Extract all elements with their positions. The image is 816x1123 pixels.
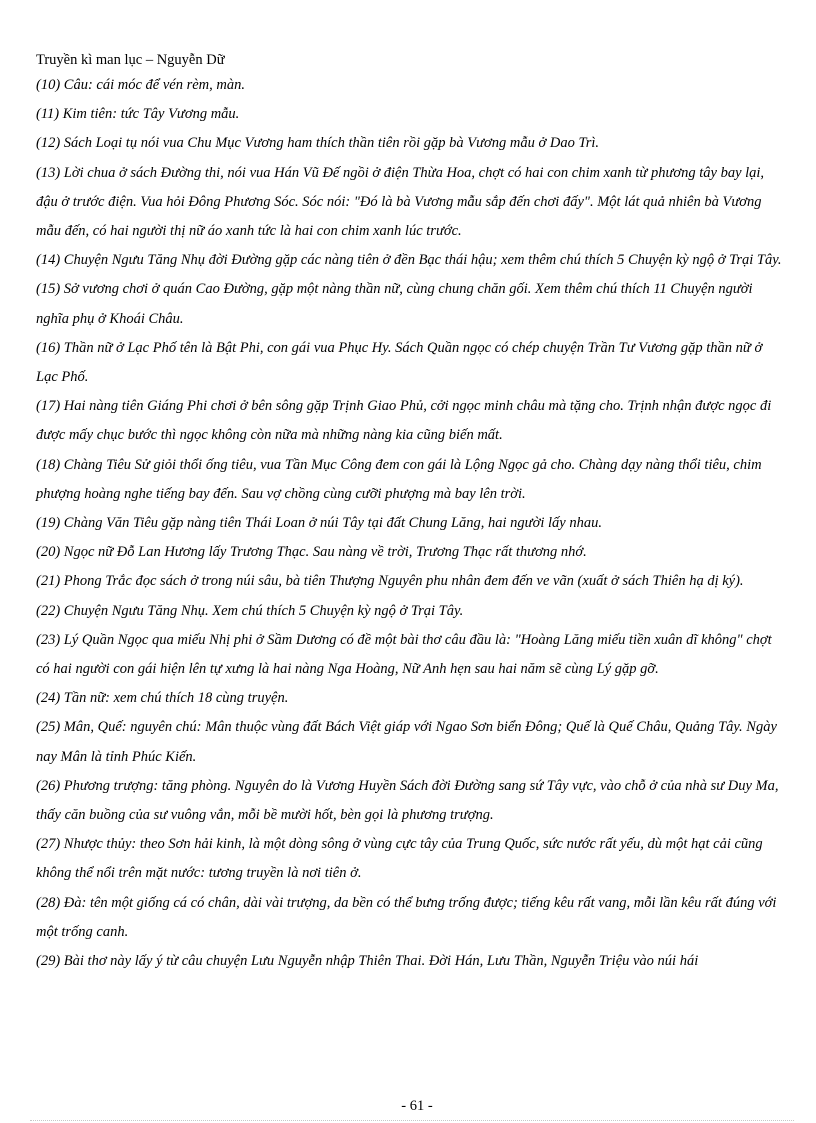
footnote-16: (16) Thần nữ ở Lạc Phố tên là Bật Phi, con gái vua Phục Hy. Sách Quần ngọc có chép chuyện Trần Tư Vương gặp thần nữ ở Lạc Phố. xyxy=(36,339,763,386)
footnote-10: (10) Câu: cái móc để vén rèm, màn. xyxy=(36,77,245,93)
footnote-23: (23) Lý Quần Ngọc qua miếu Nhị phi ở Sầm Dương có đề một bài thơ câu đầu là: "Hoàng Lăng miếu tiền xuân dĩ không" chợt có hai người con gái hiện lên tự xưng là hai nàng Nga Hoàng, Nữ Anh hẹn sau hai năm sẽ cùng Lý gặp gỡ. xyxy=(36,631,772,678)
footnote-14: (14) Chuyện Ngưu Tăng Nhụ đời Đường gặp các nàng tiên ở đền Bạc thái hậu; xem thêm chú thích 5 Chuyện kỳ ngộ ở Trại Tây. xyxy=(36,252,782,269)
footnote-24: (24) Tần nữ: xem chú thích 18 cùng truyện. xyxy=(36,690,289,707)
footnote-29: (29) Bài thơ này lấy ý từ câu chuyện Lưu Nguyễn nhập Thiên Thai. Đời Hán, Lưu Thần, Nguyễn Triệu vào núi hái xyxy=(36,953,699,970)
footnote-18: (18) Chàng Tiêu Sử giỏi thổi ống tiêu, vua Tần Mục Công đem con gái là Lộng Ngọc gả cho. Chàng dạy nàng thổi tiêu, chim phượng hoàng nghe tiếng bay đến. Sau vợ chồng cùng cưỡi phượng mà bay lên trời. xyxy=(36,456,762,502)
running-header: Truyền kì man lục – Nguyễn Dữ xyxy=(36,52,225,68)
footnote-20: (20) Ngọc nữ Đỗ Lan Hương lấy Trương Thạc. Sau nàng về trời, Trương Thạc rất thương nhớ. xyxy=(36,544,587,561)
footnote-25: (25) Mân, Quế: nguyên chú: Mân thuộc vùng đất Bách Việt giáp với Ngao Sơn biển Đông; Quế là Quế Châu, Quảng Tây. Ngày nay Mân là tỉnh Phúc Kiến. xyxy=(36,719,777,765)
footnote-15: (15) Sở vương chơi ở quán Cao Đường, gặp một nàng thần nữ, cùng chung chăn gối. Xem thêm chú thích 11 Chuyện người nghĩa phụ ở Khoái Châu. xyxy=(36,281,753,327)
footnote-27: (27) Nhược thủy: theo Sơn hải kinh, là một dòng sông ở vùng cực tây của Trung Quốc, sức nước rất yếu, dù một hạt cải cũng không thể nổi trên mặt nước: tương truyền là nơi tiên ở. xyxy=(36,836,763,882)
footnote-17: (17) Hai nàng tiên Giáng Phi chơi ở bên sông gặp Trịnh Giao Phủ, cởi ngọc minh châu mà tặng cho. Trịnh nhận được ngọc đi được mấy chục bước thì ngọc không còn nữa mà những nàng kia cũng biến mất. xyxy=(36,398,772,444)
footer-divider xyxy=(30,1120,794,1121)
footnote-26: (26) Phương trượng: tăng phòng. Nguyên do là Vương Huyền Sách đời Đường sang sứ Tây vực, vào chỗ ở của nhà sư Duy Ma, thấy căn buồng của sư vuông vắn, mỗi bề mười hốt, bèn gọi là phương trượng. xyxy=(36,777,779,824)
footnote-22: (22) Chuyện Ngưu Tăng Nhụ. Xem chú thích 5 Chuyện kỳ ngộ ở Trại Tây. xyxy=(36,602,464,619)
footnote-19: (19) Chàng Văn Tiêu gặp nàng tiên Thái Loan ở núi Tây tại đất Chung Lăng, hai người lấy nhau. xyxy=(36,515,602,532)
footnote-12: (12) Sách Loại tụ nói vua Chu Mục Vương ham thích thần tiên rồi gặp bà Vương mẫu ở Dao Trì. xyxy=(36,135,600,152)
page-number: - 61 - xyxy=(401,1098,433,1114)
footnote-28: (28) Đà: tên một giống cá có chân, dài vài trượng, da bền có thể bưng trống được; tiếng kêu rất vang, mỗi lần kêu rất đúng với một trống canh. xyxy=(36,894,777,940)
footnote-13: (13) Lời chua ở sách Đường thi, nói vua Hán Vũ Đế ngồi ở điện Thừa Hoa, chợt có hai con chim xanh từ phương tây bay lại, đậu ở trước điện. Vua hỏi Đông Phương Sóc. Sóc nói: "Đó là bà Vương mẫu sắp đến chơi đấy". Một lát quả nhiên bà Vương mẫu đến, có hai người thị nữ áo xanh tức là hai con chim xanh lúc trước. xyxy=(36,164,765,240)
footnote-21: (21) Phong Trắc đọc sách ở trong núi sâu, bà tiên Thượng Nguyên phu nhân đem đến ve vãn (xuất ở sách Thiên hạ dị ký). xyxy=(36,573,744,590)
footnote-11: (11) Kim tiên: tức Tây Vương mẫu. xyxy=(36,106,240,123)
footnotes-list xyxy=(36,71,786,976)
